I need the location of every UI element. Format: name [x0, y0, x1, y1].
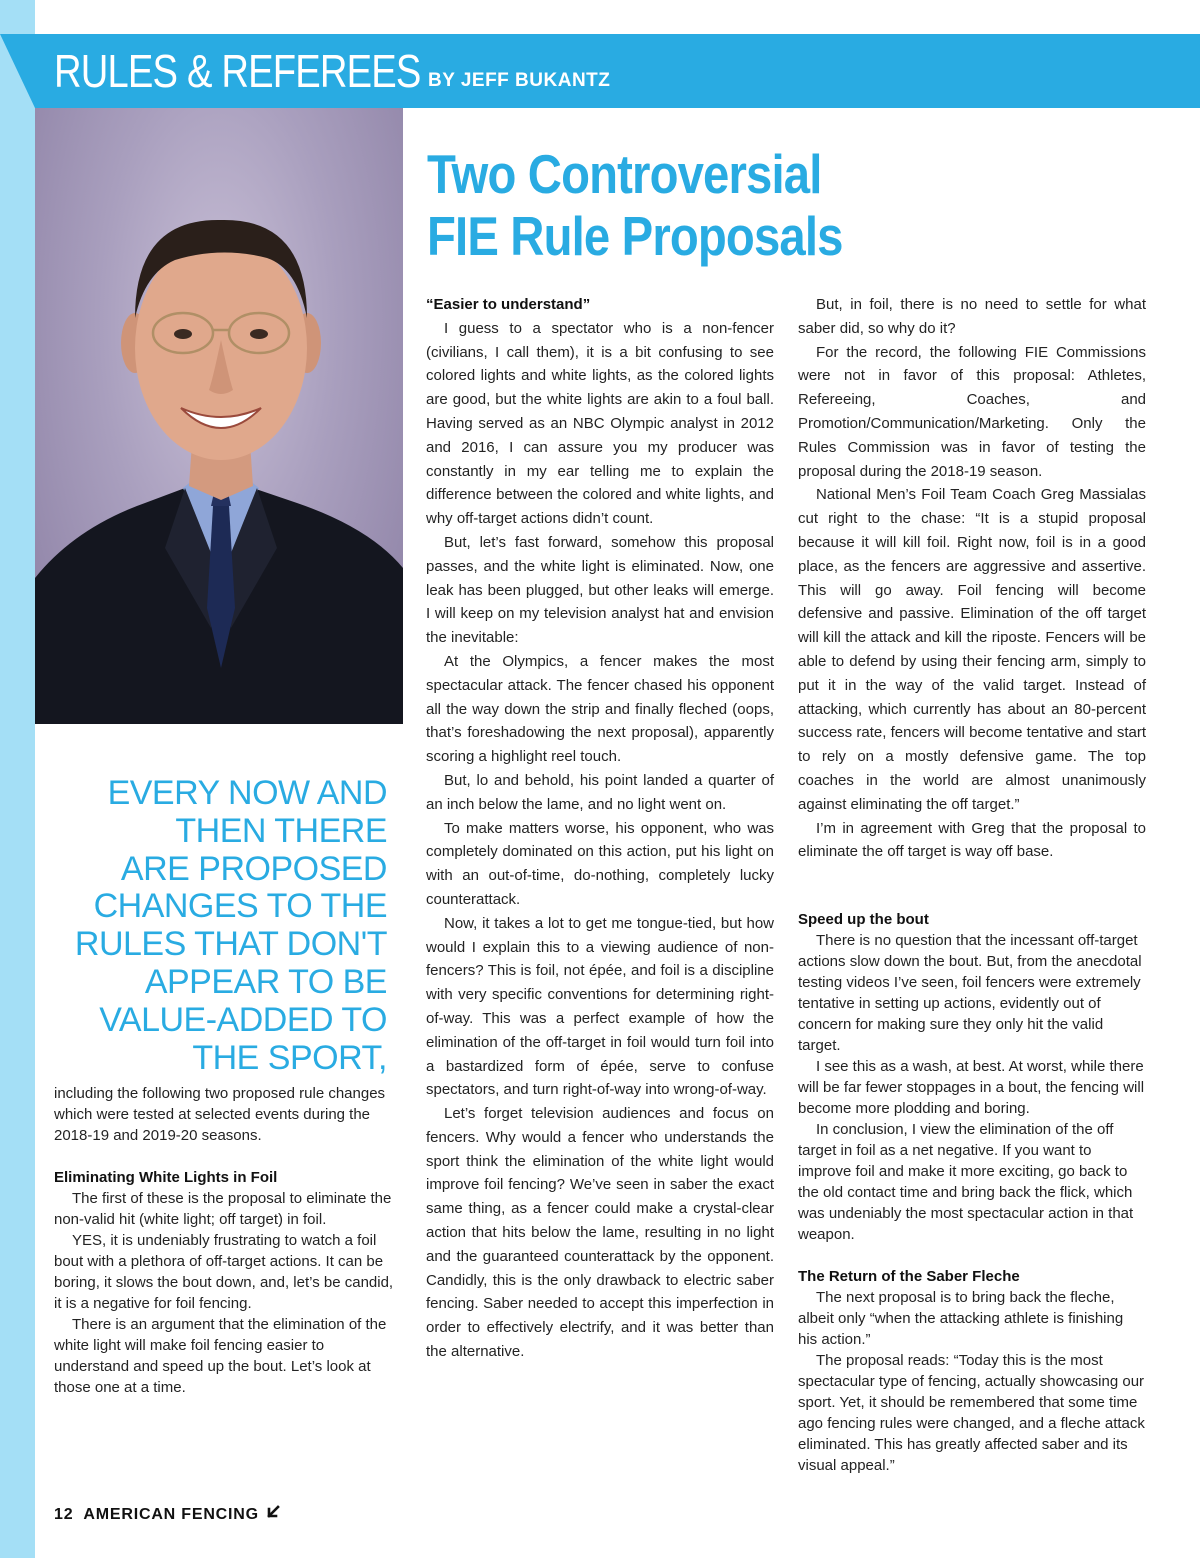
paragraph: At the Olympics, a fencer makes the most spectacular attack. The fencer chased his opponent all the way down the strip and finally fleched (oops, that’s foreshadowing the next proposal), apparently scoring a highlight reel touch. [426, 652, 774, 766]
paragraph: I see this as a wash, at best. At worst, while there will be far fewer stoppages in a bout, the fencing will become more plodding and boring. [798, 1058, 1145, 1117]
byline: BY JEFF BUKANTZ [428, 70, 611, 91]
author-portrait-icon [35, 108, 403, 724]
paragraph: For the record, the following FIE Commissions were not in favor of this proposal: Athletes, Refereeing, Coaches, and Promotion/Communication/Marketing. Only the Rules Commission was in favor of testing the proposal during the 2018-19 season. [798, 343, 1146, 480]
article-headline [427, 143, 843, 267]
paragraph: YES, it is undeniably frustrating to watch a foil bout with a plethora of off-target actions. It can be boring, it slows the bout down, and, let’s be candid, it is a negative for foil fencing. [54, 1232, 394, 1312]
paragraph: To make matters worse, his opponent, who was completely dominated on this action, put his light on with an out-of-time, do-nothing, completely lucky counterattack. [426, 819, 774, 908]
pull-quote-line: RULES THAT DON'T [74, 925, 387, 964]
pull-quote-line: ARE PROPOSED [120, 849, 387, 888]
arrow-down-left-icon [265, 1504, 281, 1526]
paragraph: The proposal reads: “Today this is the most spectacular type of fencing, actually showcasing our sport. Yet, it should be remembered that some time ago fencing rules were changed, and a fleche attack eliminated. This has greatly affected saber and its visual appeal.” [798, 1352, 1145, 1474]
pull-quote-line: EVERY NOW AND [107, 774, 387, 812]
page-number: 12 [54, 1506, 74, 1524]
paragraph: National Men’s Foil Team Coach Greg Massialas cut right to the chase: “It is a stupid proposal because it will kill foil. Right now, foil is in a good place, as the fencers are aggressive and assertive. This will go away. Foil fencing will become defensive and passive. Elimination of the off target will kill the attack and kill the riposte. Fencers will be able to defend by using their fencing arm, simply to put it in the way of the valid target. Instead of attacking, which currently has about an 80-percent success rate, fencers will become tentative and start to rely on a mostly defensive game. The top coaches in the world are almost unanimously against eliminating the off target.” [798, 486, 1146, 813]
subheading: “Easier to understand” [426, 296, 591, 313]
pull-quote-line: CHANGES TO THE [93, 887, 387, 926]
paragraph: There is no question that the incessant off-target actions slow down the bout. But, from the anecdotal testing videos I’ve seen, foil fencers were extremely tentative in setting up actions, evidently out of concern for making sure they only hit the valid target. [798, 932, 1142, 1054]
left-color-bar [0, 0, 35, 1558]
section-title: RULES & REFEREES [54, 45, 421, 97]
body-column-3-top [798, 293, 1146, 864]
body-column-1 [54, 1083, 396, 1398]
paragraph: I guess to a spectator who is a non-fencer (civilians, I call them), it is a bit confusing to see colored lights and white lights, as the colored lights are good, but the white lights are akin to a foul ball. Having served as an NBC Olympic analyst in 2012 and 2016, I can assure you my producer was constantly in my ear telling me to explain the difference between the colored and white lights, and why off-target actions didn’t count. [426, 319, 774, 528]
magazine-name: AMERICAN FENCING [83, 1506, 259, 1524]
paragraph: But, let’s fast forward, somehow this proposal passes, and the white light is eliminated. Now, one leak has been plugged, but other leaks will emerge. I will keep on my television analyst hat and envision the inevitable: [426, 533, 774, 647]
headline-line-1: Two Controversial [427, 143, 822, 205]
page-footer [54, 1504, 281, 1526]
header-corner [0, 34, 35, 108]
paragraph: Now, it takes a lot to get me tongue-tied, but how would I explain this to a viewing audience of non-fencers? This is foil, not épée, and foil is a discipline with very specific conventions for determining right-of-way. This was a perfect example of how the elimination of the off-target in foil would turn foil into a bastardized form of épée, serve to confuse spectators, and turn right-of-way into wrong-of-way. [426, 914, 774, 1099]
headline-line-2: FIE Rule Proposals [427, 205, 843, 267]
subheading: The Return of the Saber Fleche [798, 1268, 1020, 1285]
pull-quote [40, 775, 387, 1077]
subheading: Speed up the bout [798, 911, 929, 928]
paragraph: I’m in agreement with Greg that the proposal to eliminate the off target is way off base. [798, 819, 1146, 861]
paragraph: The first of these is the proposal to eliminate the non-valid hit (white light; off target) in foil. [54, 1190, 392, 1228]
pull-quote-line: APPEAR TO BE [144, 962, 387, 1001]
subheading: Eliminating White Lights in Foil [54, 1169, 278, 1186]
body-column-3-bottom [798, 909, 1146, 1476]
paragraph: There is an argument that the elimination of the white light will make foil fencing easier to understand and speed up the bout. Let’s look at those one at a time. [54, 1316, 387, 1396]
pull-quote-line: THE SPORT, [192, 1038, 387, 1077]
paragraph: In conclusion, I view the elimination of the off target in foil as a net negative. If you want to improve foil and make it more exciting, go back to the old contact time and bring back the flick, which was undeniably the most spectacular action in that weapon. [798, 1121, 1134, 1243]
pull-quote-line: VALUE-ADDED TO [99, 1000, 387, 1039]
paragraph: But, in foil, there is no need to settle for what saber did, so why do it? [798, 296, 1146, 337]
pull-quote-line: THEN THERE [175, 811, 387, 850]
paragraph: But, lo and behold, his point landed a quarter of an inch below the lame, and no light went on. [426, 771, 774, 813]
paragraph: including the following two proposed rule changes which were tested at selected events during the 2018-19 and 2019-20 seasons. [54, 1085, 386, 1144]
author-photo [35, 108, 403, 724]
paragraph: The next proposal is to bring back the fleche, albeit only “when the attacking athlete is finishing his action.” [798, 1289, 1124, 1348]
paragraph: Let’s forget television audiences and focus on fencers. Why would a fencer who understands the sport think the elimination of the white light would improve foil fencing? We’ve seen in saber the exact same thing, as a fencer could make a crystal-clear action that hits below the lame, resulting in no light and the guaranteed counterattack by the opponent. Candidly, this is the only drawback to electric saber fencing. Saber needed to accept this imperfection in order to effectively electrify, and it was better than the alternative. [426, 1105, 774, 1361]
body-column-2 [426, 293, 774, 1364]
